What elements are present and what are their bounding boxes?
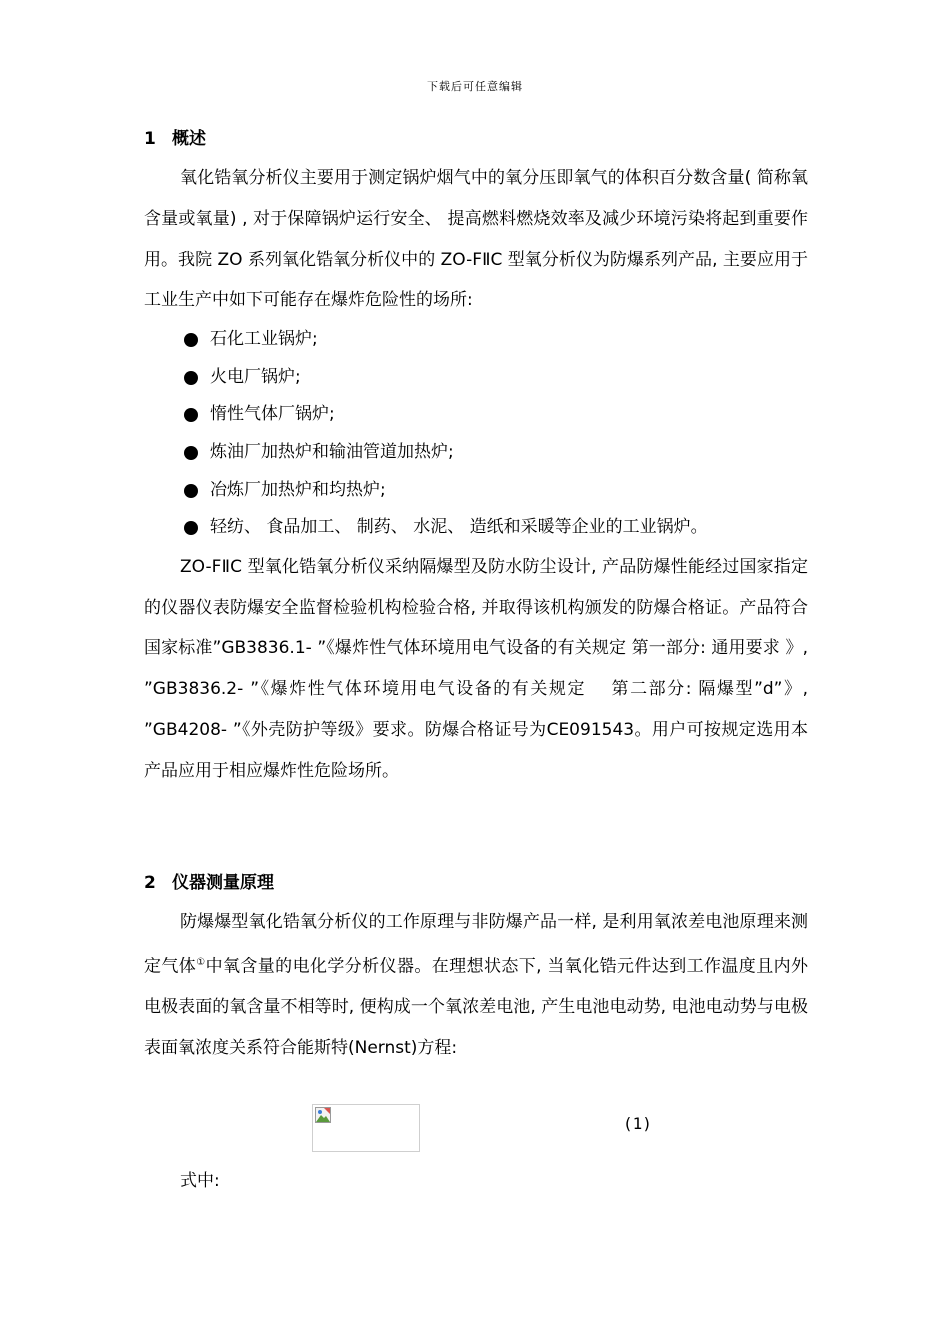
bullet-icon <box>184 484 198 498</box>
section-1 <box>144 124 808 792</box>
section-1-heading <box>144 124 808 154</box>
bullet-icon <box>184 371 198 385</box>
where-label: 式中: <box>180 1171 220 1191</box>
bullet-icon <box>184 408 198 422</box>
list-item: 炼油厂加热炉和输油管道加热炉; <box>144 434 808 472</box>
header-note: 下载后可任意编辑 <box>427 80 523 93</box>
broken-image-icon <box>315 1107 331 1123</box>
section-1-certification-paragraph: ZO-FⅡC 型氧化锆氧分析仪采纳隔爆型及防水防尘设计, 产品防爆性能经过国家指定的仪器仪表防爆安全监督检验机构检验合格, 并取得该机构颁发的防爆合格证。产品符合国家标准”GB3836.1- ”《爆炸性气体环境用电气设备的有关规定 第一部分: 通用要求 》, ”GB3836.2- ”《爆炸性气体环境用电气设备的有关规定 第二部分: 隔爆型”d”》, ”GB4208- ”《外壳防护等级》要求。防爆合格证号为CE091543。用户可按规定选用本产品应用于相应爆炸性危险场所。 <box>144 556 808 781</box>
section-1-title: 概述 <box>172 129 206 149</box>
section-2-number: 2 <box>144 873 156 893</box>
list-item: 轻纺、 食品加工、 制药、 水泥、 造纸和采暖等企业的工业锅炉。 <box>144 509 808 547</box>
hazard-locations-list <box>144 321 808 547</box>
bullet-icon <box>184 333 198 347</box>
list-item: 冶炼厂加热炉和均热炉; <box>144 472 808 510</box>
list-item: 火电厂锅炉; <box>144 359 808 397</box>
bullet-icon <box>184 521 198 535</box>
equation-number: (1) <box>623 1114 652 1133</box>
section-1-number: 1 <box>144 129 156 149</box>
footnote-marker: ① <box>196 956 206 968</box>
list-item: 石化工业锅炉; <box>144 321 808 359</box>
nernst-equation-image <box>312 1104 420 1152</box>
section-2-principle-paragraph: 防爆爆型氧化锆氧分析仪的工作原理与非防爆产品一样, 是利用氧浓差电池原理来测定气体①中氧含量的电化学分析仪器。在理想状态下, 当氧化锆元件达到工作温度且内外电极表面的氧含量不相等时, 便构成一个氧浓差电池, 产生电池电动势, 电池电动势与电极表面氧浓度关系符合能斯特(Nernst)方程: <box>144 912 809 1059</box>
section-2-title: 仪器测量原理 <box>172 873 274 893</box>
section-2 <box>144 868 808 1069</box>
list-item: 惰性气体厂锅炉; <box>144 396 808 434</box>
section-2-heading <box>144 868 808 898</box>
bullet-icon <box>184 446 198 460</box>
section-1-intro-paragraph: 氧化锆氧分析仪主要用于测定锅炉烟气中的氧分压即氧气的体积百分数含量( 简称氧含量或氧量) , 对于保障锅炉运行安全、 提高燃料燃烧效率及减少环境污染将起到重要作用。我院 ZO 系列氧化锆氧分析仪中的 ZO-FⅡC 型氧分析仪为防爆系列产品, 主要应用于工业生产中如下可能存在爆炸危险性的场所: <box>144 168 808 311</box>
